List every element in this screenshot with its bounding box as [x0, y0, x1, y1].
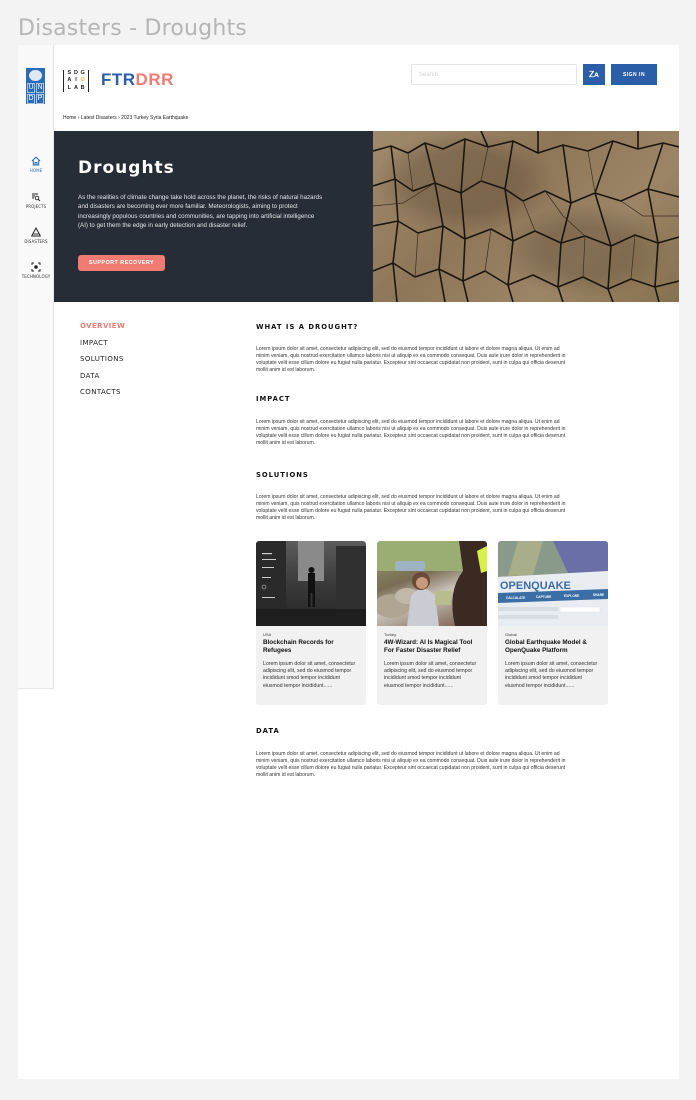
section-title-what-is-drought: WHAT IS A DROUGHT?: [256, 323, 359, 331]
card-image-city-alley: [256, 541, 366, 626]
logo-letter: U: [28, 84, 34, 91]
section-title-solutions: SOLUTIONS: [256, 471, 309, 479]
hero-description: As the realities of climate change take hold across the planet, the risks of natural hazards and disasters are becoming ever more familiar. Meteorologists, aiming to protect increasingly populous countries and communities, are tapping into artificial intelligence (AI) to get them the edge in early detection and disaster relief.: [78, 194, 323, 229]
brand-part-2: DRR: [135, 70, 174, 89]
card-location: Global: [505, 632, 517, 637]
rail-item-home[interactable]: [18, 156, 54, 173]
home-icon: [31, 156, 41, 166]
section-nav-overview[interactable]: OVERVIEW: [80, 322, 126, 330]
ftrdrr-brand-logo[interactable]: [101, 70, 174, 90]
search-input[interactable]: [411, 64, 577, 85]
logo-letter: S: [67, 70, 72, 77]
card-title: Blockchain Records for Refugees: [263, 639, 334, 655]
solution-card-4w-wizard[interactable]: [377, 541, 487, 705]
un-emblem-icon: [29, 70, 42, 81]
translate-button[interactable]: [583, 64, 605, 85]
side-rail: [18, 45, 54, 689]
page-title: Droughts: [78, 158, 175, 178]
logo-letter: N: [37, 84, 43, 91]
logo-letter: A: [74, 84, 78, 91]
technology-scan-icon: [31, 262, 41, 272]
section-body-impact: Lorem ipsum dolor sit amet, consectetur adipiscing elit, sed do eiusmod tempor incididunt ut labore et dolore magna aliqua. Ut enim ad minim veniam, quis nostrud exercitation ullamco laboris nisi ut aliquip ex ea commodo consequat. Duis aute irure dolor in reprehenderit in voluptate velit esse cillum dolore eu fugiat nulla pariatur. Excepteur sint occaecat cupidatat non proident, sunt in culpa qui officia deserunt mollit anim id est laborum.: [256, 419, 566, 446]
section-nav-data[interactable]: DATA: [80, 371, 100, 380]
logo-letter: P: [37, 95, 43, 102]
logo-letter: B: [80, 84, 85, 91]
logo-letter: A: [67, 77, 72, 84]
sdg-wheel-icon: O: [80, 77, 85, 84]
card-image-menu-item: CAPTURE: [536, 595, 552, 599]
card-image-disaster-relief: [377, 541, 487, 626]
section-nav-contacts[interactable]: CONTACTS: [80, 388, 121, 396]
frame-title: Disasters - Droughts: [18, 16, 247, 41]
logo-letter: G: [80, 70, 85, 77]
card-image-heading: OPENQUAKE: [500, 580, 571, 592]
rail-item-projects[interactable]: [18, 192, 54, 209]
sdg-ai-lab-logo[interactable]: [63, 70, 89, 92]
brand-part-1: FTR: [101, 70, 136, 89]
section-title-impact: IMPACT: [256, 395, 291, 403]
rail-item-label: DISASTERS: [24, 239, 48, 244]
breadcrumb-separator: ›: [116, 115, 122, 121]
section-nav: [80, 322, 125, 405]
card-location: USA: [263, 632, 272, 637]
logo-letter: D: [74, 70, 78, 77]
logo-letter: L: [67, 84, 72, 91]
card-image-menu-item: EXPLORE: [564, 594, 580, 598]
sign-in-button[interactable]: SIGN IN: [611, 64, 657, 85]
section-nav-solutions[interactable]: SOLUTIONS: [80, 355, 124, 363]
translate-icon: Ꮓᴀ: [589, 69, 599, 79]
rail-item-disasters[interactable]: [18, 227, 54, 244]
card-title: 4W-Wizard: AI Is Magical Tool For Faster Disaster Relief: [384, 639, 473, 655]
section-title-data: DATA: [256, 727, 280, 735]
breadcrumb-home[interactable]: Home: [63, 115, 77, 121]
warning-triangle-icon: [31, 227, 41, 237]
card-description: Lorem ipsum dolor sit amet, consectetur adipiscing elit, sed do eiusmod tempor incididunt smod tempor incididunt eiusmod tempor incididunt......: [263, 660, 356, 689]
projects-search-icon: [31, 192, 41, 202]
rail-item-label: PROJECTS: [25, 204, 47, 209]
breadcrumb-separator: ›: [76, 115, 81, 121]
breadcrumb: [63, 115, 188, 121]
undp-logo[interactable]: [26, 68, 45, 104]
section-body-what-is-drought: Lorem ipsum dolor sit amet, consectetur adipiscing elit, sed do eiusmod tempor incididunt ut labore et dolore magna aliqua. Ut enim ad minim veniam, quis nostrud exercitation ullamco laboris nisi ut aliquip ex ea commodo consequat. Duis aute irure dolor in reprehenderit in voluptate velit esse cillum dolore eu fugiat nulla pariatur. Excepteur sint occaecat cupidatat non proident, sunt in culpa qui officia deserunt mollit anim id est laborum.: [256, 346, 566, 373]
card-description: Lorem ipsum dolor sit amet, consectetur adipiscing elit, sed do eiusmod tempor incididunt smod tempor incididunt eiusmod tempor incididunt......: [384, 660, 477, 689]
card-description: Lorem ipsum dolor sit amet, consectetur adipiscing elit, sed do eiusmod tempor incididunt smod tempor incididunt eiusmod tempor incididunt......: [505, 660, 598, 689]
section-nav-impact[interactable]: IMPACT: [80, 338, 109, 347]
breadcrumb-latest-disasters[interactable]: Latest Disasters: [80, 115, 117, 121]
card-image-openquake-platform: [498, 541, 608, 626]
card-image-menu-item: CALCULATE: [506, 596, 526, 600]
rail-item-label: HOME: [29, 168, 43, 173]
hero-banner: [54, 131, 679, 302]
card-image-menu-item: SHARE: [593, 593, 605, 597]
rail-item-label: TECHNOLOGY: [21, 274, 51, 279]
solution-card-blockchain[interactable]: [256, 541, 366, 705]
support-recovery-button[interactable]: SUPPORT RECOVERY: [78, 255, 165, 271]
card-location: Turkey: [384, 632, 397, 637]
breadcrumb-current: 2023 Turkey Syria Earthquake: [121, 115, 189, 121]
logo-letter: I: [75, 77, 77, 84]
section-body-solutions: Lorem ipsum dolor sit amet, consectetur adipiscing elit, sed do eiusmod tempor incididunt ut labore et dolore magna aliqua. Ut enim ad minim veniam, quis nostrud exercitation ullamco laboris nisi ut aliquip ex ea commodo consequat. Duis aute irure dolor in reprehenderit in voluptate velit esse cillum dolore eu fugiat nulla pariatur. Excepteur sint occaecat cupidatat non proident, sunt in culpa qui officia deserunt mollit anim id est laborum.: [256, 494, 566, 521]
logo-letter: D: [28, 95, 34, 102]
section-body-data: Lorem ipsum dolor sit amet, consectetur adipiscing elit, sed do eiusmod tempor incididunt ut labore et dolore magna aliqua. Ut enim ad minim veniam, quis nostrud exercitation ullamco laboris nisi ut aliquip ex ea commodo consequat. Duis aute irure dolor in reprehenderit in voluptate velit esse cillum dolore eu fugiat nulla pariatur. Excepteur sint occaecat cupidatat non proident, sunt in culpa qui officia deserunt mollit anim id est laborum.: [256, 751, 566, 778]
card-title: Global Earthquake Model & OpenQuake Platform: [505, 639, 587, 655]
page: [18, 45, 679, 1079]
cracked-earth-image: [373, 131, 679, 302]
rail-item-technology[interactable]: [18, 262, 54, 279]
solution-card-openquake[interactable]: [498, 541, 608, 705]
